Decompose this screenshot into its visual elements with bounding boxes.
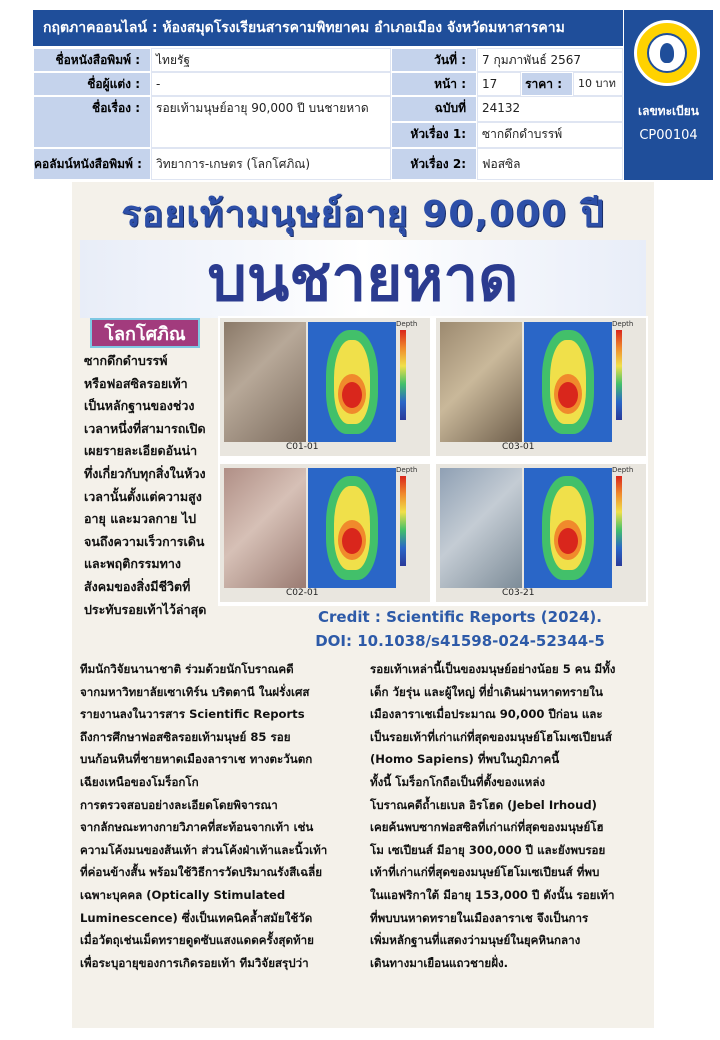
text-line: ทึ่งเกี่ยวกับทุกสิ่งในห้วง bbox=[84, 465, 206, 481]
text-line: ในแอฟริกาใต้ มีอายุ 153,000 ปี ดังนั้น รอยเท้า bbox=[370, 887, 615, 902]
text-line: การตรวจสอบอย่างละเอียดโดยพิจารณา bbox=[80, 797, 278, 812]
footprint-photo bbox=[440, 468, 522, 588]
text-line: เฉพาะบุคคล (Optically Stimulated bbox=[80, 887, 286, 902]
text-line: และพฤติกรรมทาง bbox=[84, 556, 181, 572]
panel-code: C01-01 bbox=[286, 442, 319, 452]
registration-label: เลขทะเบียน bbox=[638, 104, 699, 118]
text-line: เด็ก วัยรุ่น และผู้ใหญ่ ที่ย่ำเดินผ่านหาดทรายใน bbox=[370, 684, 603, 699]
text-line: ที่พบบนหาดทรายในเมืองลาราเช จึงเป็นการ bbox=[370, 910, 589, 925]
text-line: เดินทางมาเยือนแถวชายฝั่ง. bbox=[370, 955, 509, 970]
depth-scale bbox=[400, 476, 406, 566]
text-line: หรือฟอสซิลรอยเท้า bbox=[84, 375, 188, 391]
footprint-panel bbox=[436, 318, 646, 456]
text-line: จากลักษณะทางกายวิภาคที่สะท้อนจากเท้า เช่น bbox=[80, 820, 314, 835]
text-line: เป็นรอยเท้าที่เก่าแก่ที่สุดของมนุษย์โฮโมเซเปียนส์ bbox=[370, 729, 612, 744]
text-line: ที่ค่อนข้างสั้น พร้อมใช้วิธีการวัดปริมาณรังสีเฉลี่ย bbox=[80, 865, 323, 880]
text-line: เท้าที่เก่าแก่ที่สุดของมนุษย์โฮโมเซเปียนส์ ที่พบ bbox=[370, 865, 600, 880]
depth-label: Depth bbox=[612, 466, 634, 474]
newspaper-value: ไทยรัฐ bbox=[151, 48, 391, 72]
page-value: 17 bbox=[477, 72, 521, 96]
text-line: เคยค้นพบซากฟอสซิลที่เก่าแก่ที่สุดของมนุษย์โฮ bbox=[370, 820, 604, 835]
depth-label: Depth bbox=[396, 320, 418, 328]
text-line: Luminescence) ซึ่งเป็นเทคนิคล้ำสมัยใช้วัด bbox=[80, 910, 313, 925]
topic2-label: หัวเรื่อง 2: bbox=[391, 148, 477, 180]
text-line: รอยเท้าเหล่านี้เป็นของมนุษย์อย่างน้อย 5 คน มีทั้ง bbox=[370, 662, 616, 676]
panel-code: C03-21 bbox=[502, 588, 535, 598]
article-column-left bbox=[80, 658, 360, 974]
text-line: โม เซเปียนส์ มีอายุ 300,000 ปี และยังพบรอย bbox=[370, 842, 606, 857]
text-line: รายงานลงในวารสาร Scientific Reports bbox=[80, 707, 305, 722]
text-line: เวลาหนึ่งที่สามารถเปิด bbox=[84, 420, 206, 436]
column-value: วิทยาการ-เกษตร (โลกโศภิณ) bbox=[151, 148, 391, 180]
headline-line-1: รอยเท้ามนุษย์อายุ 90,000 ปี bbox=[121, 194, 605, 235]
panel-code: C03-01 bbox=[502, 442, 535, 452]
column-label: คอลัมน์หนังสือพิมพ์ : bbox=[33, 148, 151, 180]
article-column-right bbox=[370, 658, 650, 974]
text-line: จนถึงความเร็วการเดิน bbox=[84, 533, 205, 549]
text-line: เพิ่มหลักฐานที่แสดงว่ามนุษย์ในยุคหินกลาง bbox=[370, 933, 581, 948]
text-line: เผยรายละเอียดอันน่า bbox=[84, 443, 198, 459]
issue-label: ฉบับที่ bbox=[391, 96, 477, 122]
topic1-value: ซากดึกดำบรรพ์ bbox=[477, 122, 623, 148]
footprint-figure bbox=[218, 316, 648, 606]
text-line: บนก้อนหินที่ชายหาดเมืองลาราเช ทางตะวันตก bbox=[80, 752, 313, 767]
text-line: ทั้งนี้ โมร็อกโกถือเป็นที่ตั้งของแหล่ง bbox=[370, 774, 546, 789]
depth-scale bbox=[616, 330, 622, 420]
price-value: 10 บาท bbox=[573, 72, 623, 96]
issue-value: 24132 bbox=[477, 96, 623, 122]
text-line: เวลานั้นตั้งแต่ความสูง bbox=[84, 488, 202, 504]
text-line: เฉียงเหนือของโมร็อกโก bbox=[80, 774, 199, 789]
text-line: สังคมของสิ่งมีชีวิตที่ bbox=[84, 578, 191, 594]
registration-panel bbox=[624, 10, 713, 180]
text-line: โบราณคดีถ้ำเยเบล อิรโฮด (Jebel Irhoud) bbox=[370, 797, 597, 812]
depth-heatmap bbox=[524, 322, 612, 442]
figure-credit: Credit : Scientific Reports (2024). bbox=[318, 608, 602, 626]
depth-scale bbox=[400, 330, 406, 420]
text-line: เพื่อระบุอายุของการเกิดรอยเท้า ทีมวิจัยสรุปว่า bbox=[80, 955, 309, 970]
author-value: - bbox=[151, 72, 391, 96]
newspaper-label: ชื่อหนังสือพิมพ์ : bbox=[33, 48, 151, 72]
figure-doi: DOI: 10.1038/s41598-024-52344-5 bbox=[315, 632, 605, 650]
text-line: อายุ และมวลกาย ไป bbox=[84, 511, 197, 527]
topic2-value: ฟอสซิล bbox=[477, 148, 623, 180]
date-value: 7 กุมภาพันธ์ 2567 bbox=[477, 48, 623, 72]
text-line: จากมหาวิทยาลัยเซาเทิร์น บริตตานี ในฝรั่งเศส bbox=[80, 684, 310, 699]
depth-label: Depth bbox=[612, 320, 634, 328]
topic1-label: หัวเรื่อง 1: bbox=[391, 122, 477, 148]
newspaper-clipping bbox=[72, 182, 654, 1028]
footprint-panel bbox=[220, 464, 430, 602]
text-line: ประทับรอยเท้าไว้ล่าสุด bbox=[84, 601, 207, 617]
footprint-panel bbox=[436, 464, 646, 602]
date-label: วันที่ : bbox=[391, 48, 477, 72]
registration-value: CP00104 bbox=[639, 128, 698, 143]
intro-paragraph bbox=[84, 350, 216, 621]
footprint-panel bbox=[220, 318, 430, 456]
price-label: ราคา : bbox=[521, 72, 573, 96]
panel-code: C02-01 bbox=[286, 588, 319, 598]
text-line: ความโค้งมนของส้นเท้า ส่วนโค้งฝ่าเท้าและนิ้วเท้า bbox=[80, 842, 328, 857]
depth-heatmap bbox=[308, 468, 396, 588]
text-line: ซากดึกดำบรรพ์ bbox=[84, 353, 168, 368]
depth-heatmap bbox=[308, 322, 396, 442]
text-line: เป็นหลักฐานของช่วง bbox=[84, 398, 195, 414]
clipping-metadata bbox=[33, 10, 699, 180]
headline-line-2: บนชายหาด bbox=[80, 240, 646, 318]
school-seal-icon bbox=[634, 20, 700, 86]
section-badge: โลกโศภิณ bbox=[90, 318, 200, 348]
depth-label: Depth bbox=[396, 466, 418, 474]
depth-scale bbox=[616, 476, 622, 566]
footprint-photo bbox=[440, 322, 522, 442]
page-title: กฤตภาคออนไลน์ : ห้องสมุดโรงเรียนสารคามพิทยาคม อำเภอเมือง จังหวัดมหาสารคาม bbox=[33, 10, 623, 46]
author-label: ชื่อผู้แต่ง : bbox=[33, 72, 151, 96]
text-line: ถึงการศึกษาฟอสซิลรอยเท้ามนุษย์ 85 รอย bbox=[80, 729, 291, 744]
footprint-photo bbox=[224, 468, 306, 588]
text-line: ทีมนักวิจัยนานาชาติ ร่วมด้วยนักโบราณคดี bbox=[80, 662, 294, 676]
story-label: ชื่อเรื่อง : bbox=[33, 96, 151, 148]
depth-heatmap bbox=[524, 468, 612, 588]
footprint-photo bbox=[224, 322, 306, 442]
text-line: เมื่อวัตถุเช่นเม็ดทรายดูดซับแสงแดดครั้งสุดท้าย bbox=[80, 933, 314, 948]
text-line: เมืองลาราเชเมื่อประมาณ 90,000 ปีก่อน และ bbox=[370, 707, 603, 722]
text-line: (Homo Sapiens) ที่พบในภูมิภาคนี้ bbox=[370, 752, 560, 767]
story-value: รอยเท้ามนุษย์อายุ 90,000 ปี บนชายหาด bbox=[151, 96, 391, 148]
page-label: หน้า : bbox=[391, 72, 477, 96]
